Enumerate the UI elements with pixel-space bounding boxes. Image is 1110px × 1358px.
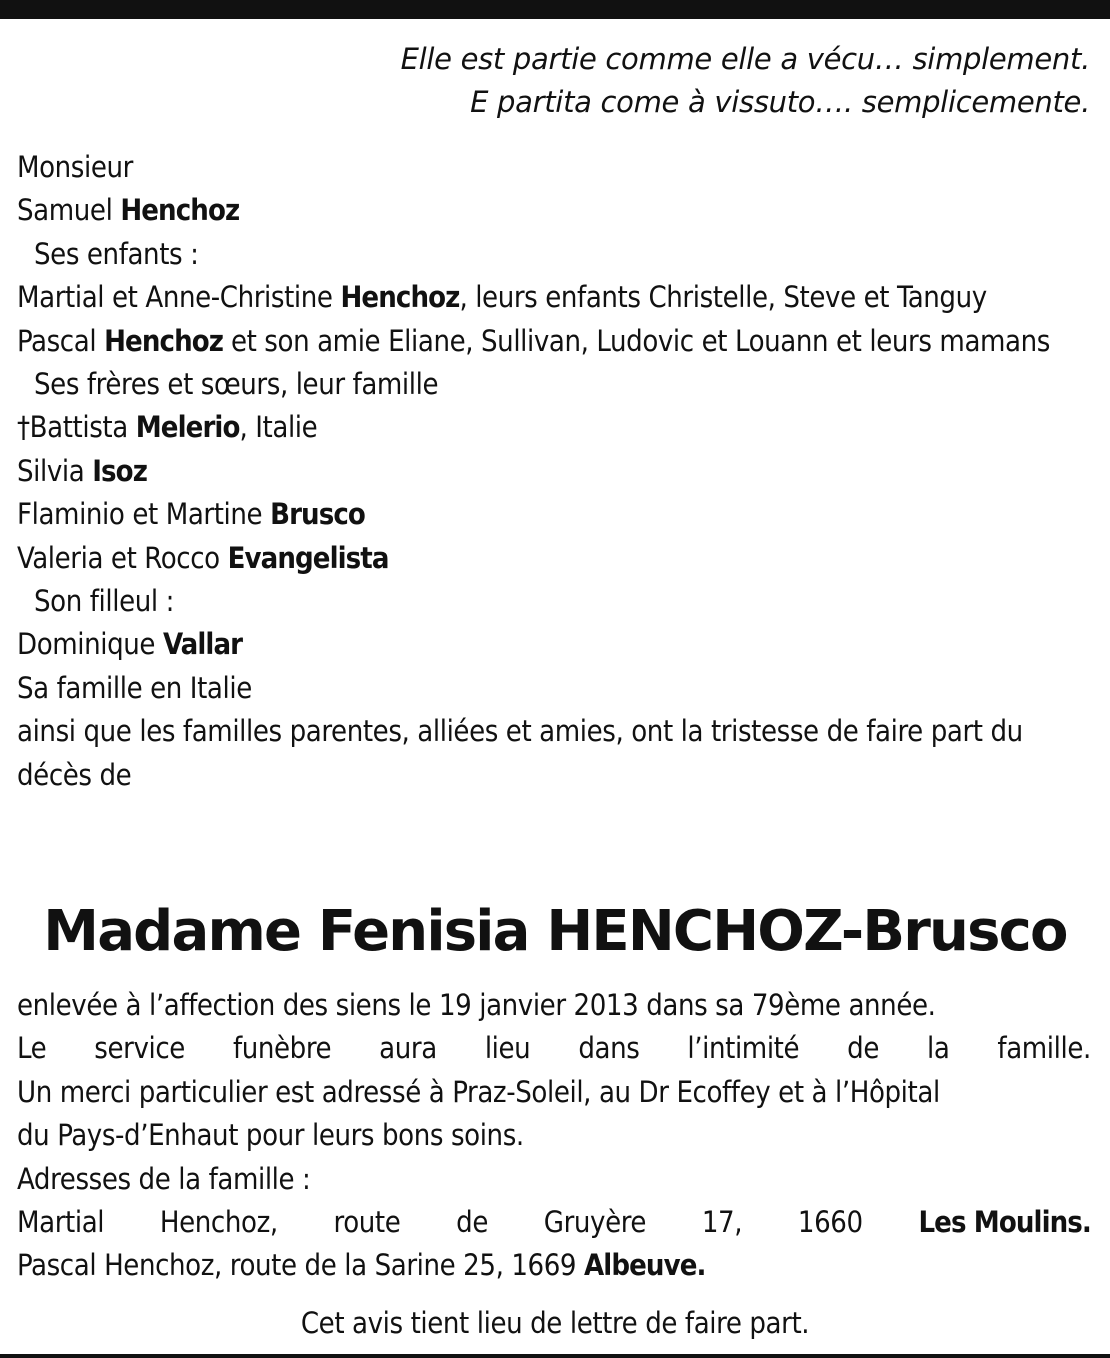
address1-place: Les Moulins.	[918, 1205, 1091, 1240]
italy-family-line: Sa famille en Italie	[17, 670, 252, 705]
sibling1-last-name: Melerio	[135, 410, 240, 445]
service-word: service	[94, 1031, 185, 1066]
child-entry-martial	[17, 276, 1091, 319]
passing-notice: enlevée à l’affection des siens le 19 janvier 2013 dans sa 79ème année.	[17, 988, 936, 1022]
service-word: l’intimité	[687, 1031, 800, 1066]
husband-first-name: Samuel	[17, 193, 113, 228]
child2-last-name: Henchoz	[104, 323, 224, 358]
child1-details: , leurs enfants Christelle, Steve et Tanguy	[459, 280, 987, 315]
child2-details: et son amie Eliane, Sullivan, Ludovic et Louann et leurs mamans	[223, 323, 1050, 358]
sibling-entry-flaminio	[17, 493, 1091, 536]
service-word: dans	[578, 1031, 640, 1066]
epigraph	[401, 38, 1090, 124]
address1-word: Gruyère	[543, 1205, 647, 1240]
address1-word: 17,	[701, 1205, 743, 1240]
epigraph-french: Elle est partie comme elle a vécu… simplement.	[400, 42, 1090, 76]
godson-heading: Son filleul :	[34, 584, 174, 619]
child2-first-name: Pascal	[17, 323, 97, 358]
epigraph-italian: E partita come à vissuto…. semplicemente.	[470, 85, 1090, 119]
child-entry-pascal	[17, 320, 1091, 363]
address1-word: 1660	[797, 1205, 863, 1240]
godson-last-name: Vallar	[162, 627, 243, 662]
sibling-entry-silvia	[17, 450, 1091, 493]
service-word: aura	[379, 1031, 437, 1066]
footer-note: Cet avis tient lieu de lettre de faire part.	[300, 1306, 810, 1340]
sibling1-first-name: †Battista	[17, 410, 128, 445]
service-word: Le	[17, 1031, 47, 1066]
godson-first-name: Dominique	[17, 627, 156, 662]
family-list	[17, 146, 1091, 797]
sibling2-last-name: Isoz	[92, 453, 147, 488]
details-block	[17, 984, 1091, 1288]
sibling3-first-names: Flaminio et Martine	[17, 497, 263, 532]
child1-last-name: Henchoz	[340, 280, 460, 315]
thanks-line-1: Un merci particulier est adressé à Praz-Soleil, au Dr Ecoffey et à l’Hôpital	[17, 1074, 940, 1109]
sibling-entry-battista	[17, 406, 1091, 449]
service-word: funèbre	[232, 1031, 332, 1066]
sibling2-first-name: Silvia	[17, 453, 85, 488]
husband-name	[17, 189, 1091, 232]
service-word: famille.	[997, 1031, 1091, 1066]
address-pascal	[17, 1244, 1091, 1287]
deceased-name-heading: Madame Fenisia HENCHOZ-Brusco	[43, 899, 1067, 964]
husband-title: Monsieur	[17, 150, 133, 184]
address1-word: Henchoz,	[159, 1205, 278, 1240]
sibling4-last-name: Evangelista	[227, 540, 389, 575]
sibling4-first-names: Valeria et Rocco	[17, 540, 220, 575]
announcement-text: ainsi que les familles parentes, alliées et amies, ont la tristesse de faire part du décès de	[17, 714, 1023, 792]
top-border-rule	[0, 0, 1110, 19]
thanks-line-2: du Pays-d’Enhaut pour leurs bons soins.	[17, 1118, 524, 1153]
sibling-entry-valeria	[17, 537, 1091, 580]
service-word: de	[847, 1031, 879, 1066]
sibling1-details: , Italie	[239, 410, 318, 445]
address2-text: Pascal Henchoz, route de la Sarine 25, 1669	[17, 1248, 577, 1283]
child1-first-names: Martial et Anne-Christine	[17, 280, 333, 315]
children-heading: Ses enfants :	[34, 236, 199, 271]
address-martial	[17, 1201, 1091, 1244]
sibling3-last-name: Brusco	[270, 497, 365, 532]
funeral-service-notice	[17, 1027, 1091, 1070]
bottom-border-rule	[0, 1354, 1110, 1358]
godson-entry	[17, 623, 1091, 666]
addresses-heading: Adresses de la famille :	[17, 1161, 311, 1196]
siblings-heading: Ses frères et sœurs, leur famille	[34, 367, 439, 402]
address2-place: Albeuve.	[584, 1248, 706, 1283]
address1-word: de	[456, 1205, 488, 1240]
husband-last-name: Henchoz	[120, 193, 240, 228]
address1-word: route	[333, 1205, 401, 1240]
address1-word: Martial	[17, 1205, 105, 1240]
service-word: la	[926, 1031, 950, 1066]
service-word: lieu	[484, 1031, 531, 1066]
